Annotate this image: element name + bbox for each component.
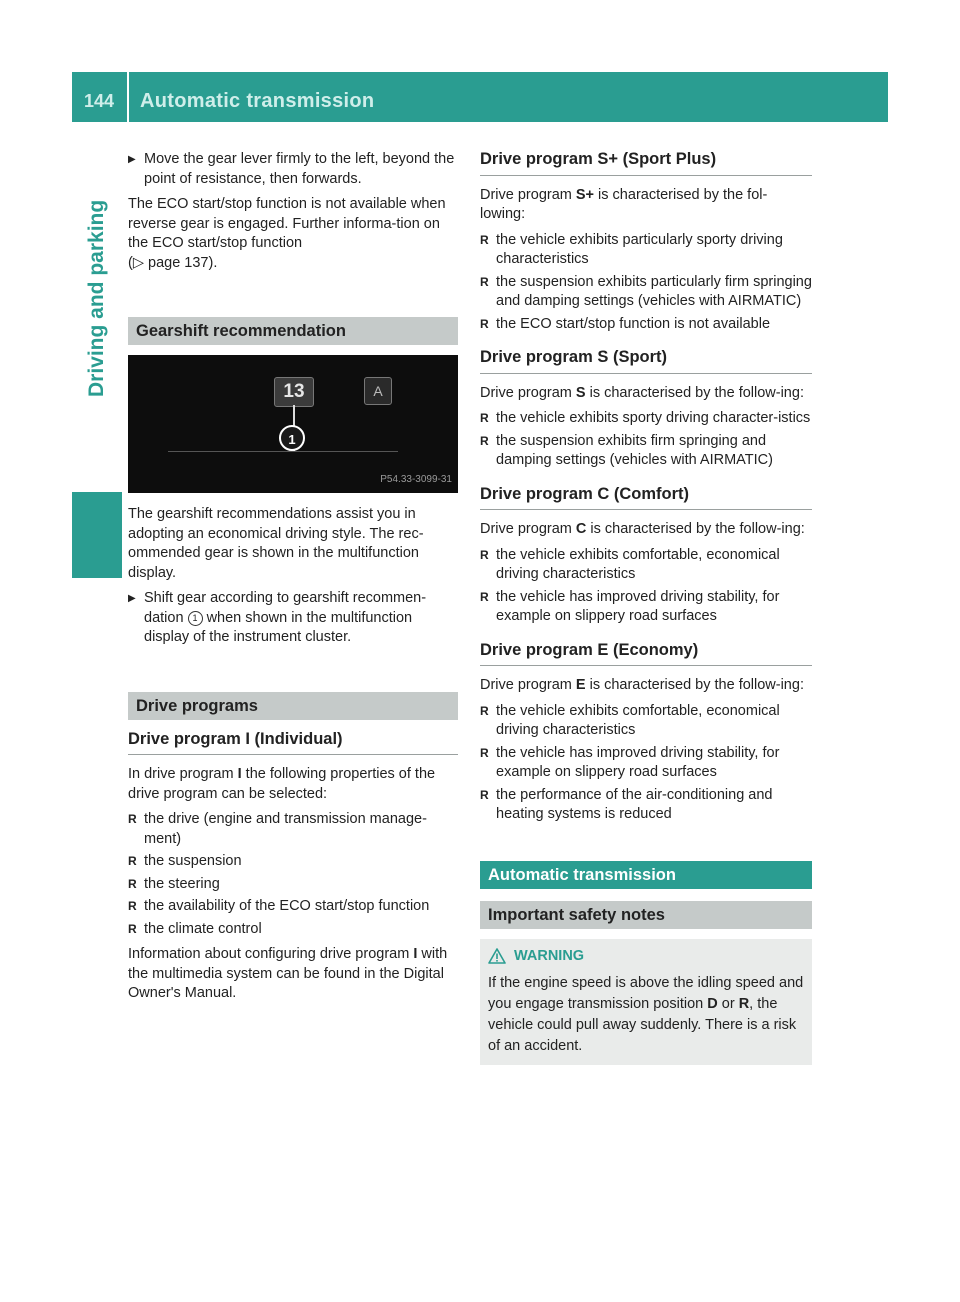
list-item: R the suspension [128,852,458,872]
warning-text: If the engine speed is above the idling speed and you engage transmission position D or R, the vehicle could pull away suddenly. There is a risk of an accident. [488,975,804,1054]
list-item: R the vehicle exhibits sporty driving character-istics [480,409,812,429]
instruction-step: ▶ Move the gear lever firmly to the left, beyond the point of resistance, then forwards. [128,150,458,189]
subsection-title-comfort: Drive program C (Comfort) [480,485,812,511]
subsection-title-individual: Drive program I (Individual) [128,730,458,756]
header-title: Automatic transmission [140,90,375,112]
list-item: R the suspension exhibits firm springing and damping settings (vehicles with AIRMATIC) [480,432,812,471]
instruction-step: ▶ Shift gear according to gearshift recommen-dation 1 when shown in the multifunction display of the instrument cluster. [128,589,458,648]
header-separator [127,72,129,122]
economy-intro: Drive program E is characterised by the follow-ing: [480,677,804,693]
individual-info: Information about configuring drive program I with the multimedia system can be found in the Digital Owner's Manual. [128,946,448,1001]
sport-list [480,409,812,471]
callout-marker: 1 [279,425,305,451]
warning-triangle-icon [488,948,506,964]
warning-box [480,939,812,1066]
image-code: P54.33-3099-31 [380,473,452,485]
comfort-intro: Drive program C is characterised by the follow-ing: [480,521,805,537]
instrument-cluster-image [128,355,458,493]
comfort-list [480,546,812,627]
eco-start-stop-icon: A [364,377,392,405]
list-item: R the performance of the air-conditioning and heating systems is reduced [480,786,812,825]
subsection-title-economy: Drive program E (Economy) [480,641,812,667]
section-title-drive-programs: Drive programs [128,692,458,720]
page-number: 144 [83,91,115,111]
list-item: R the vehicle exhibits comfortable, economical driving characteristics [480,702,812,741]
right-column [480,150,812,1065]
list-item: R the vehicle has improved driving stability, for example on slippery road surfaces [480,744,812,783]
subsection-title-sport-plus: Drive program S+ (Sport Plus) [480,150,812,176]
individual-list [128,810,458,939]
callout-reference: 1 [188,611,203,626]
section-title-automatic-transmission: Automatic transmission [480,861,812,889]
list-item: R the suspension exhibits particularly firm springing and damping settings (vehicles with AIRMATIC) [480,273,812,312]
warning-label: WARNING [514,947,585,964]
warning-header [488,947,804,967]
eco-note: The ECO start/stop function is not available when reverse gear is engaged. Further informa-tion on the ECO start/stop function (▷ page 137). [128,196,446,271]
sport-plus-list [480,231,812,335]
page-header [72,72,888,122]
side-tab [72,122,122,492]
gearshift-description: The gearshift recommendations assist you in adopting an economical driving style. The rec-ommended gear is shown in the multifunction display. [128,506,424,581]
subsection-title-sport: Drive program S (Sport) [480,348,812,374]
gear-indicator: 13 [274,377,314,407]
section-title-safety-notes: Important safety notes [480,901,812,929]
list-item: R the availability of the ECO start/stop function [128,897,458,917]
list-item: R the steering [128,875,458,895]
list-item: R the vehicle exhibits particularly sporty driving characteristics [480,231,812,270]
list-item: R the climate control [128,920,458,940]
display-divider [168,451,398,452]
individual-intro: In drive program I the following properties of the drive program can be selected: [128,766,436,802]
list-item: R the vehicle has improved driving stability, for example on slippery road surfaces [480,588,812,627]
page-reference-link[interactable]: (▷ page 137). [128,254,218,271]
section-title-gearshift: Gearshift recommendation [128,317,458,345]
side-tab-label: Driving and parking [85,199,108,397]
sport-intro: Drive program S is characterised by the follow-ing: [480,384,804,401]
left-column [128,150,458,1010]
sport-plus-intro: Drive program S+ is characterised by the fol-lowing: [480,186,768,222]
side-tab-marker [72,492,122,578]
list-item: R the drive (engine and transmission manage-ment) [128,810,458,849]
list-item: R the ECO start/stop function is not available [480,315,812,335]
list-item: R the vehicle exhibits comfortable, economical driving characteristics [480,546,812,585]
economy-list [480,702,812,825]
